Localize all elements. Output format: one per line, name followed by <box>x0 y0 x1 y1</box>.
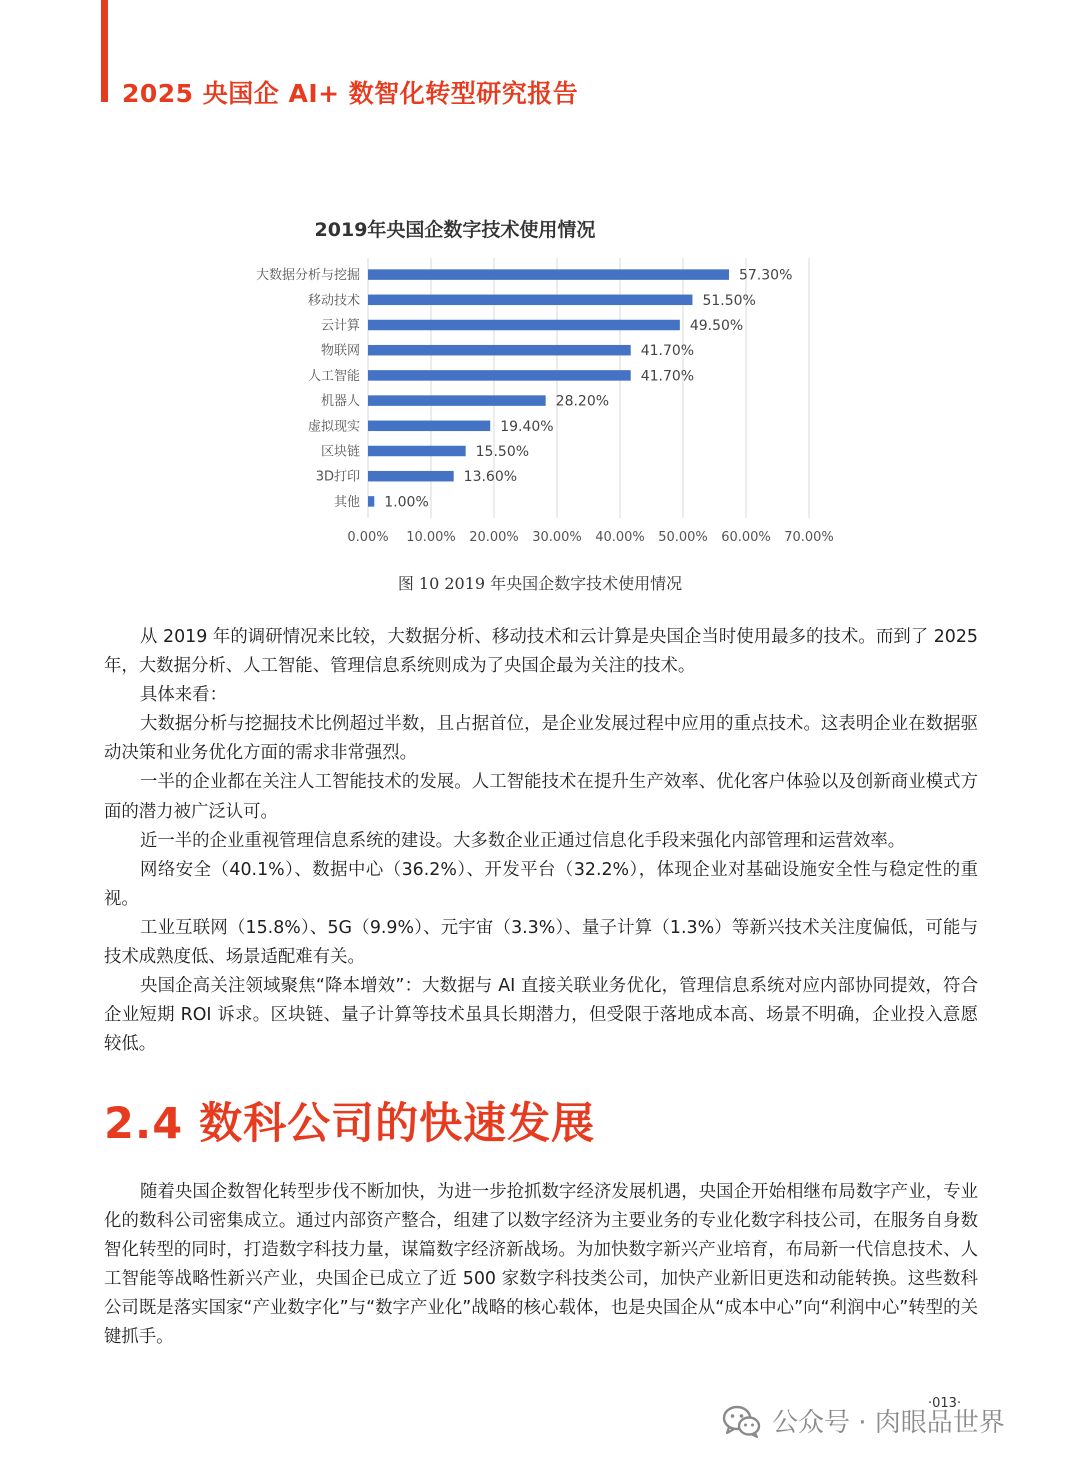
bar-chart <box>230 206 850 551</box>
x-tick-label: 40.00% <box>595 530 645 545</box>
bar <box>368 345 631 356</box>
page-number: ·013· <box>928 1396 962 1411</box>
section1-body <box>104 623 978 1059</box>
paragraph: 近一半的企业重视管理信息系统的建设。大多数企业正通过信息化手段来强化内部管理和运营效率。 <box>140 830 906 851</box>
value-label: 57.30% <box>738 267 793 284</box>
header-accent-bar <box>101 0 108 102</box>
bar <box>368 395 546 406</box>
bar <box>368 471 454 482</box>
bar <box>368 295 692 306</box>
value-label: 41.70% <box>640 368 695 385</box>
value-label: 13.60% <box>463 469 518 486</box>
watermark-text: 公众号 · 肉眼品世界 <box>772 1408 1005 1438</box>
x-tick-label: 50.00% <box>658 530 708 545</box>
value-label: 28.20% <box>555 393 610 410</box>
bar <box>368 496 374 507</box>
paragraph: 具体来看： <box>140 685 227 706</box>
x-tick-label: 10.00% <box>406 530 456 545</box>
paragraph: 从 2019 年的调研情况来比较，大数据分析、移动技术和云计算是央国企当时使用最多的技术。而到了 2025 年，大数据分析、人工智能、管理信息系统则成为了央国企最为关注的技术。 <box>104 627 978 677</box>
value-label: 41.70% <box>640 343 695 360</box>
value-label: 49.50% <box>689 318 744 334</box>
x-tick-label: 30.00% <box>532 530 582 545</box>
report-title: 2025 央国企 AI+ 数智化转型研究报告 <box>122 79 579 108</box>
category-label: 机器人 <box>320 394 360 410</box>
x-tick-label: 60.00% <box>721 530 771 545</box>
section2-body <box>104 1178 978 1353</box>
category-label: 云计算 <box>320 318 360 334</box>
wechat-icon <box>722 1404 762 1438</box>
bar <box>368 421 490 432</box>
x-tick-label: 70.00% <box>784 530 834 545</box>
category-label: 人工智能 <box>307 368 360 384</box>
category-label: 大数据分析与挖掘 <box>255 268 360 284</box>
category-label: 物联网 <box>320 343 360 359</box>
paragraph: 网络安全（40.1%）、数据中心（36.2%）、开发平台（32.2%），体现企业对基础设施安全性与稳定性的重视。 <box>104 859 978 909</box>
paragraph: 一半的企业都在关注人工智能技术的发展。人工智能技术在提升生产效率、优化客户体验以及创新商业模式方面的潜力被广泛认可。 <box>104 772 978 822</box>
category-label: 移动技术 <box>307 293 360 309</box>
paragraph: 随着央国企数智化转型步伐不断加快，为进一步抢抓数字经济发展机遇，央国企开始相继布局数字产业，专业化的数科公司密集成立。通过内部资产整合，组建了以数字经济为主要业务的专业化数字科技公司，在服务自身数智化转型的同时，打造数字科技力量，谋篇数字经济新战场。为加快数字新兴产业培育，布局新一代信息技术、人工智能等战略性新兴产业，央国企已成立了近 500 家数字科技类公司，加快产业新旧更迭和动能转换。这些数科公司既是落实国家“产业数字化”与“数字产业化”战略的核心载体，也是央国企从“成本中心”向“利润中心”转型的关键抓手。 <box>104 1182 978 1348</box>
paragraph: 央国企高关注领域聚焦“降本增效”：大数据与 AI 直接关联业务优化，管理信息系统对应内部协同提效，符合企业短期 ROI 诉求。区块链、量子计算等技术虽具长期潜力，但受限于落地成本高、场景不明确，企业投入意愿较低。 <box>104 976 978 1055</box>
value-label: 19.40% <box>500 418 554 435</box>
x-tick-label: 20.00% <box>469 530 519 545</box>
paragraph: 大数据分析与挖掘技术比例超过半数，且占据首位，是企业发展过程中应用的重点技术。这表明企业在数据驱动决策和业务优化方面的需求非常强烈。 <box>104 714 978 764</box>
bar <box>368 370 631 381</box>
section-heading: 2.4 数科公司的快速发展 <box>104 1099 596 1149</box>
category-label: 3D打印 <box>315 469 360 485</box>
value-label: 51.50% <box>702 292 756 309</box>
bar <box>368 446 466 457</box>
bar <box>368 320 680 331</box>
category-label: 其他 <box>333 494 360 510</box>
paragraph: 工业互联网（15.8%）、5G（9.9%）、元宇宙（3.3%）、量子计算（1.3%）等新兴技术关注度偏低，可能与技术成熟度低、场景适配难有关。 <box>104 917 978 968</box>
figure-caption: 图 10 2019 年央国企数字技术使用情况 <box>397 574 683 593</box>
category-label: 虚拟现实 <box>307 419 360 435</box>
category-label: 区块链 <box>320 444 360 460</box>
bar <box>368 269 729 280</box>
chart-title: 2019年央国企数字技术使用情况 <box>314 219 596 241</box>
value-label: 1.00% <box>384 494 429 511</box>
x-tick-label: 0.00% <box>347 530 389 545</box>
watermark <box>722 1402 1005 1439</box>
value-label: 15.50% <box>475 444 530 460</box>
